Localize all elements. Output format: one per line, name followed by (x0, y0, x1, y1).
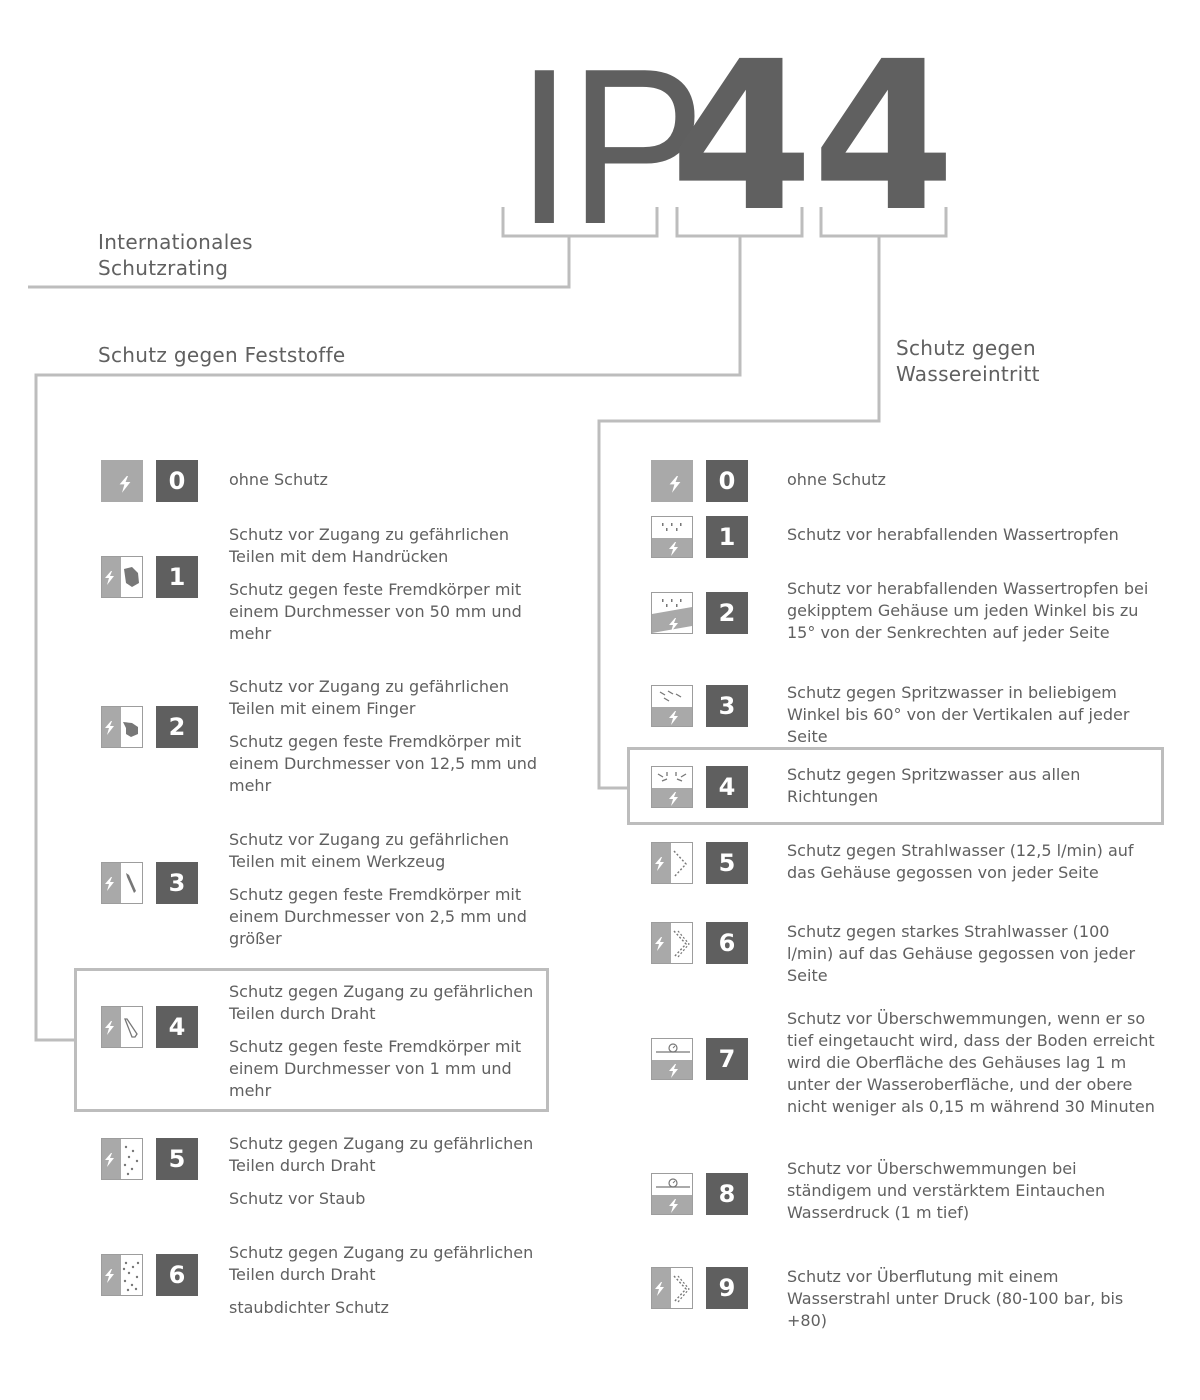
description-paragraph: Schutz vor herabfallenden Wassertropfen (787, 525, 1119, 544)
water-level-description (787, 921, 1159, 987)
description-paragraph: Schutz gegen Zugang zu gefährlichen Teilen durch Draht (229, 1134, 534, 1175)
description-paragraph: Schutz gegen starkes Strahlwasser (100 l/min) auf das Gehäuse gegossen von jeder Seite (787, 922, 1136, 985)
solids-level-description (229, 524, 541, 645)
label-solids: Schutz gegen Feststoffe (98, 343, 346, 367)
label-water-line2: Wassereintritt (896, 362, 1040, 386)
drip-tilted-icon (651, 592, 693, 634)
description-paragraph: Schutz gegen Zugang zu gefährlichen Teilen durch Draht (229, 982, 534, 1023)
spray-icon (651, 685, 693, 727)
immersion-icon (651, 1038, 693, 1080)
hand-icon (101, 556, 143, 598)
wire-icon (101, 1006, 143, 1048)
description-paragraph: Schutz vor Überschwemmungen, wenn er so tief eingetaucht wird, dass der Boden erreicht wird die Oberfläche des Gehäuses lag 1 m unter der Wasseroberfläche, und der obere nicht weniger als 0,15 m während 30 Minuten (787, 1009, 1155, 1116)
description-paragraph: Schutz vor Zugang zu gefährlichen Teilen mit dem Handrücken (229, 525, 509, 566)
solids-level-description (229, 829, 541, 950)
label-rating (98, 229, 253, 281)
water-level-number: 9 (706, 1267, 748, 1309)
solids-level-number: 2 (156, 706, 198, 748)
solids-level-number: 0 (156, 460, 198, 502)
description-paragraph: staubdichter Schutz (229, 1298, 389, 1317)
label-water (896, 335, 1040, 387)
water-level-number: 4 (706, 766, 748, 808)
description-paragraph: Schutz vor Zugang zu gefährlichen Teilen mit einem Werkzeug (229, 830, 509, 871)
solids-level-description (229, 676, 541, 797)
water-level-number: 3 (706, 685, 748, 727)
solids-level-description (229, 1133, 541, 1210)
water-level-number: 6 (706, 922, 748, 964)
jet-icon (651, 842, 693, 884)
water-level-description (787, 469, 1159, 491)
solids-level-number: 5 (156, 1138, 198, 1180)
water-level-number: 0 (706, 460, 748, 502)
description-paragraph: Schutz vor Zugang zu gefährlichen Teilen mit einem Finger (229, 677, 509, 718)
ip-digit-solids: 4 (670, 17, 814, 257)
label-rating-line1: Internationales (98, 230, 253, 254)
water-level-number: 7 (706, 1038, 748, 1080)
solids-level-description (229, 981, 541, 1102)
description-paragraph: Schutz gegen Spritzwasser aus allen Richtungen (787, 765, 1081, 806)
powerful-jet-icon (651, 922, 693, 964)
description-paragraph: Schutz vor Staub (229, 1189, 366, 1208)
shock-icon (651, 460, 693, 502)
shock-icon (101, 460, 143, 502)
description-paragraph: Schutz vor Überflutung mit einem Wasserstrahl unter Druck (80-100 bar, bis +80) (787, 1267, 1124, 1330)
solids-level-description (229, 1242, 541, 1319)
solids-level-number: 3 (156, 862, 198, 904)
water-level-description (787, 524, 1159, 546)
water-level-description (787, 840, 1159, 884)
dust-icon (101, 1138, 143, 1180)
water-level-description (787, 682, 1159, 748)
ip-digit-water: 4 (812, 17, 956, 257)
tool-icon (101, 862, 143, 904)
dust-tight-icon (101, 1254, 143, 1296)
submersion-icon (651, 1173, 693, 1215)
high-pressure-jet-icon (651, 1267, 693, 1309)
water-level-number: 5 (706, 842, 748, 884)
description-paragraph: Schutz gegen feste Fremdkörper mit einem Durchmesser von 1 mm und mehr (229, 1037, 522, 1100)
solids-level-number: 4 (156, 1006, 198, 1048)
drip-icon (651, 516, 693, 558)
description-paragraph: Schutz gegen Zugang zu gefährlichen Teilen durch Draht (229, 1243, 534, 1284)
water-level-number: 1 (706, 516, 748, 558)
label-water-line1: Schutz gegen (896, 336, 1037, 360)
description-paragraph: ohne Schutz (229, 470, 328, 489)
description-paragraph: Schutz gegen feste Fremdkörper mit einem Durchmesser von 2,5 mm und größer (229, 885, 527, 948)
solids-level-number: 1 (156, 556, 198, 598)
water-level-number: 8 (706, 1173, 748, 1215)
splash-icon (651, 766, 693, 808)
description-paragraph: Schutz vor Überschwemmungen bei ständigem und verstärktem Eintauchen Wasserdruck (1 m tief) (787, 1159, 1106, 1222)
water-level-description (787, 1158, 1159, 1224)
ip-prefix: IP (516, 23, 702, 271)
description-paragraph: Schutz gegen feste Fremdkörper mit einem Durchmesser von 50 mm und mehr (229, 580, 522, 643)
label-rating-line2: Schutzrating (98, 256, 229, 280)
description-paragraph: Schutz gegen Strahlwasser (12,5 l/min) auf das Gehäuse gegossen von jeder Seite (787, 841, 1134, 882)
solids-level-number: 6 (156, 1254, 198, 1296)
water-level-description (787, 1266, 1159, 1332)
description-paragraph: Schutz vor herabfallenden Wassertropfen bei gekipptem Gehäuse um jeden Winkel bis zu 15° von der Senkrechten auf jeder Seite (787, 579, 1149, 642)
finger-icon (101, 706, 143, 748)
water-level-number: 2 (706, 592, 748, 634)
water-level-description (787, 1008, 1159, 1118)
solids-level-description (229, 469, 541, 491)
water-level-description (787, 764, 1159, 808)
description-paragraph: ohne Schutz (787, 470, 886, 489)
description-paragraph: Schutz gegen Spritzwasser in beliebigem Winkel bis 60° von der Vertikalen auf jeder Seite (787, 683, 1130, 746)
description-paragraph: Schutz gegen feste Fremdkörper mit einem Durchmesser von 12,5 mm und mehr (229, 732, 538, 795)
water-level-description (787, 578, 1159, 644)
